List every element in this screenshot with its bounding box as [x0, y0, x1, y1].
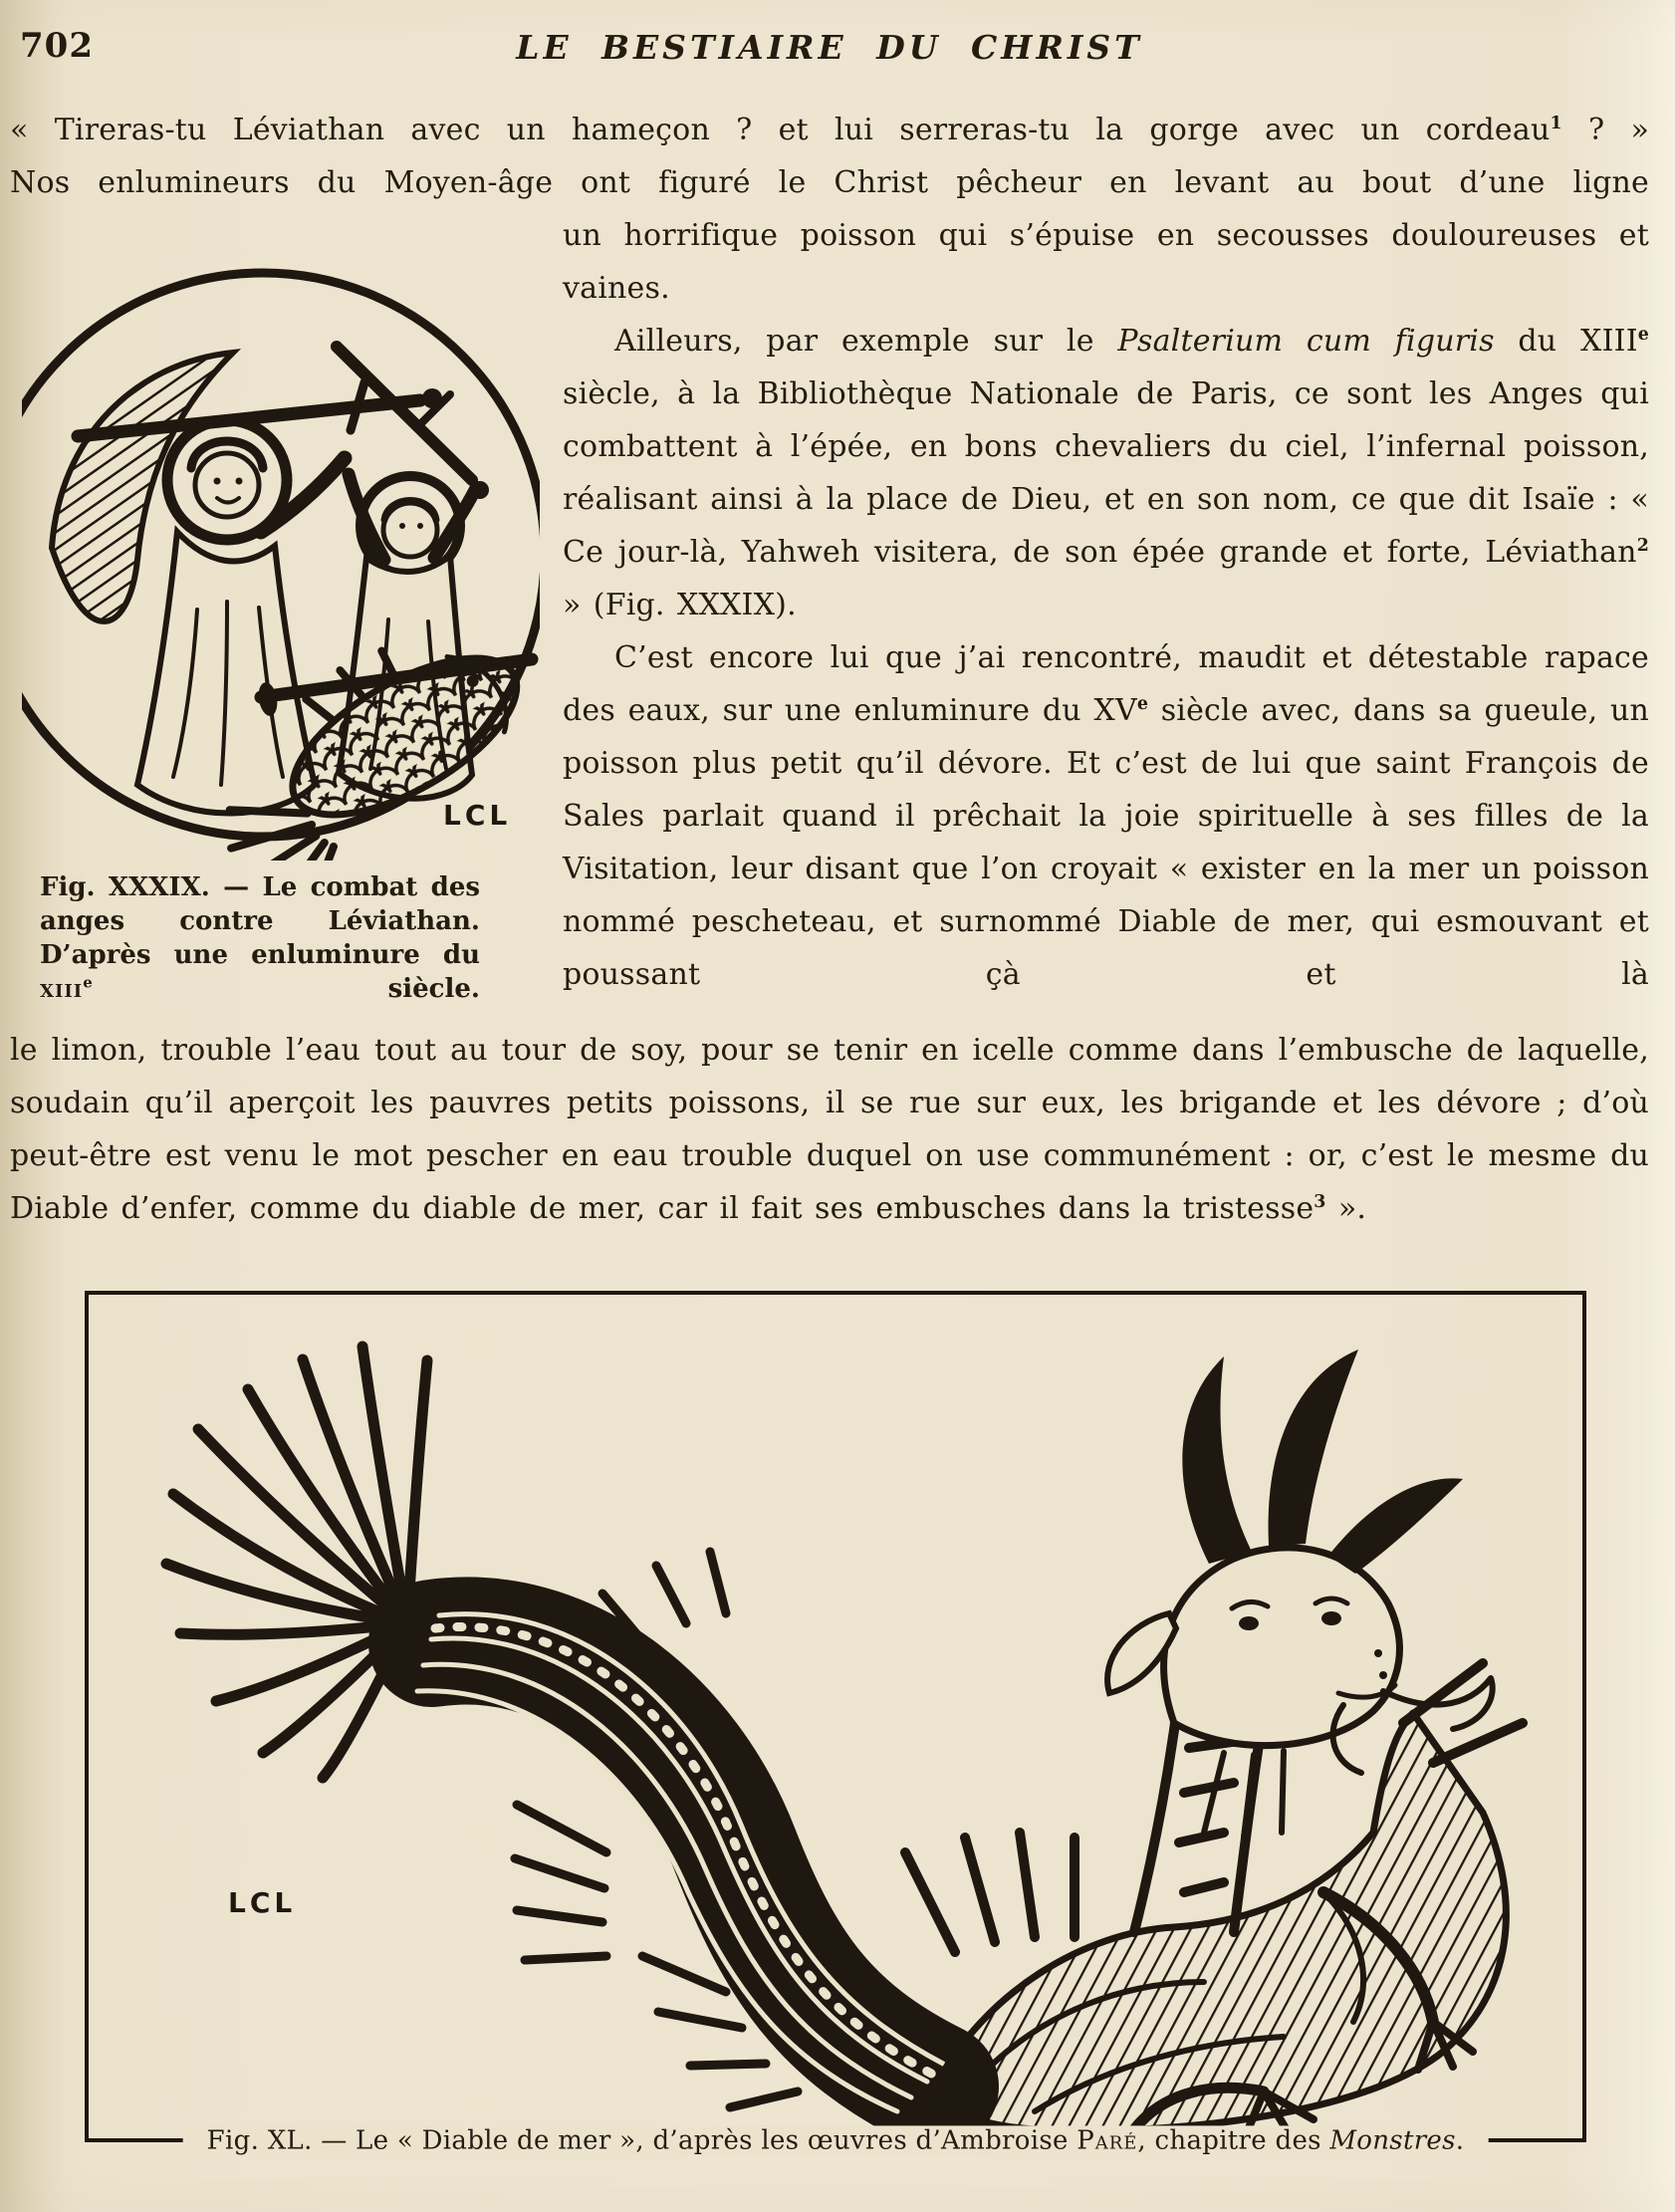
angel-left-face [195, 453, 259, 517]
fig40-caption-text: , chapitre des [1137, 2125, 1330, 2156]
sea-devil-woodcut [89, 1295, 1582, 2138]
footnote-ref-3: 3 [1314, 1192, 1326, 1212]
fig40-caption-text: Fig. XL. — Le « Diable de mer », d’après les œuvres d’Ambroise [206, 2125, 1077, 2156]
footnote-ref-2: 2 [1636, 536, 1649, 556]
sea-devil-tail-fan [166, 1347, 427, 1778]
figure-xl [85, 1291, 1586, 2156]
latin-title: Psalterium cum figuris [1117, 324, 1495, 359]
chapter-title: Monstres [1329, 2125, 1456, 2156]
paragraph-2-text: Ailleurs, par exemple sur le [614, 324, 1118, 359]
paragraph-2-text: du XIII [1494, 324, 1638, 359]
figure-and-text-row [10, 209, 1649, 1006]
paragraph-3 [563, 631, 1649, 1001]
fig40-caption-text: . [1455, 2125, 1465, 2156]
page-header [10, 26, 1649, 72]
eye [1321, 1611, 1341, 1625]
paragraph-2-text: siècle, à la Bibliothèque Nationale de Paris, ce sont les Anges qui combattent à l’épée, en bons chevaliers du ciel, l’infernal poisson, réalisant ainsi à la place de Dieu, et en son nom, ce que dit Isaïe : « Ce jour-là, Yahweh visitera, de son épée grande et forte, Léviathan [563, 376, 1649, 570]
author-name: Paré [1077, 2125, 1138, 2156]
wrapped-text-column [563, 209, 1649, 1001]
paragraph-1-text: Nos enlumineurs du Moyen-âge ont figuré le Christ pêcheur en levant au bout d’une ligne [10, 165, 1649, 200]
fig39-caption-text: siècle. [92, 974, 480, 1004]
angels-vs-leviathan-woodcut [22, 231, 540, 860]
paragraph-1-continuation [563, 209, 1649, 315]
fig39-caption [40, 870, 480, 1006]
fig39-caption-ordinal: e [83, 973, 93, 992]
page-title: LE BESTIAIRE DU CHRIST [516, 28, 1143, 67]
footnote-ref-1: 1 [1550, 114, 1562, 133]
horn [1182, 1356, 1252, 1564]
paragraph-1-text: un horrifique poisson qui s’épuise en secousses douloureuses et vaines. [563, 218, 1649, 306]
horn [1269, 1350, 1358, 1546]
figure-xxxix [10, 209, 563, 1006]
paragraph-1-text: ? » [1561, 113, 1649, 147]
century-ordinal: e [1637, 325, 1650, 345]
paragraph-4-text: ». [1325, 1191, 1367, 1226]
eye [1239, 1616, 1259, 1630]
beard [1204, 1751, 1284, 1838]
paragraph-4 [10, 1024, 1649, 1235]
fig39-caption-text: Fig. XXXIX. — Le combat des anges contre Léviathan. D’après une enluminure du [40, 872, 480, 970]
fig39-caption-century: xiii [40, 974, 84, 1004]
century-ordinal: e [1136, 694, 1149, 714]
paragraph-2 [563, 315, 1649, 631]
page-number: 702 [20, 26, 94, 66]
fig40-caption [183, 2125, 1489, 2155]
paragraph-1-text: « Tireras-tu Léviathan avec un hameçon ? et lui serreras-tu la gorge avec un cordeau [10, 113, 1551, 147]
horn [1328, 1478, 1463, 1574]
paragraph-3-text: siècle avec, dans sa gueule, un poisson plus petit qu’il dévore. Et c’est de lui que saint François de Sales parlait quand il prêchait la joie spirituelle à ses filles de la Visitation, leur disant que l’on croyait « exister en la mer un poisson nommé pescheteau, et surnommé Diable de mer, qui esmouvant et poussant çà et là [563, 693, 1650, 992]
head-outline [1164, 1548, 1400, 1746]
paragraph-3-text: C’est encore lui que j’ai rencontré, maudit et détestable rapace des eaux, sur une enluminure du XV [563, 640, 1649, 728]
page-body [10, 104, 1650, 2156]
paragraph-4-text: le limon, trouble l’eau tout au tour de soy, pour se tenir en icelle comme dans l’embusche de laquelle, soudain qu’il aperçoit les pauvres petits poissons, il se rue sur eux, les brigande et les dévore ; d’où peut-être est venu le mot pescher en eau trouble duquel on use communément : or, c’est le mesme du Diable d’enfer, comme du diable de mer, car il fait ses embusches dans la tristesse [10, 1033, 1649, 1226]
angel-left-arm [261, 458, 345, 532]
fig39-monogram: LCL [443, 799, 512, 832]
paragraph-1 [10, 104, 1649, 209]
paragraph-2-text: » (Fig. XXXIX). [563, 588, 797, 622]
fig40-monogram: LCL [228, 1886, 297, 1919]
